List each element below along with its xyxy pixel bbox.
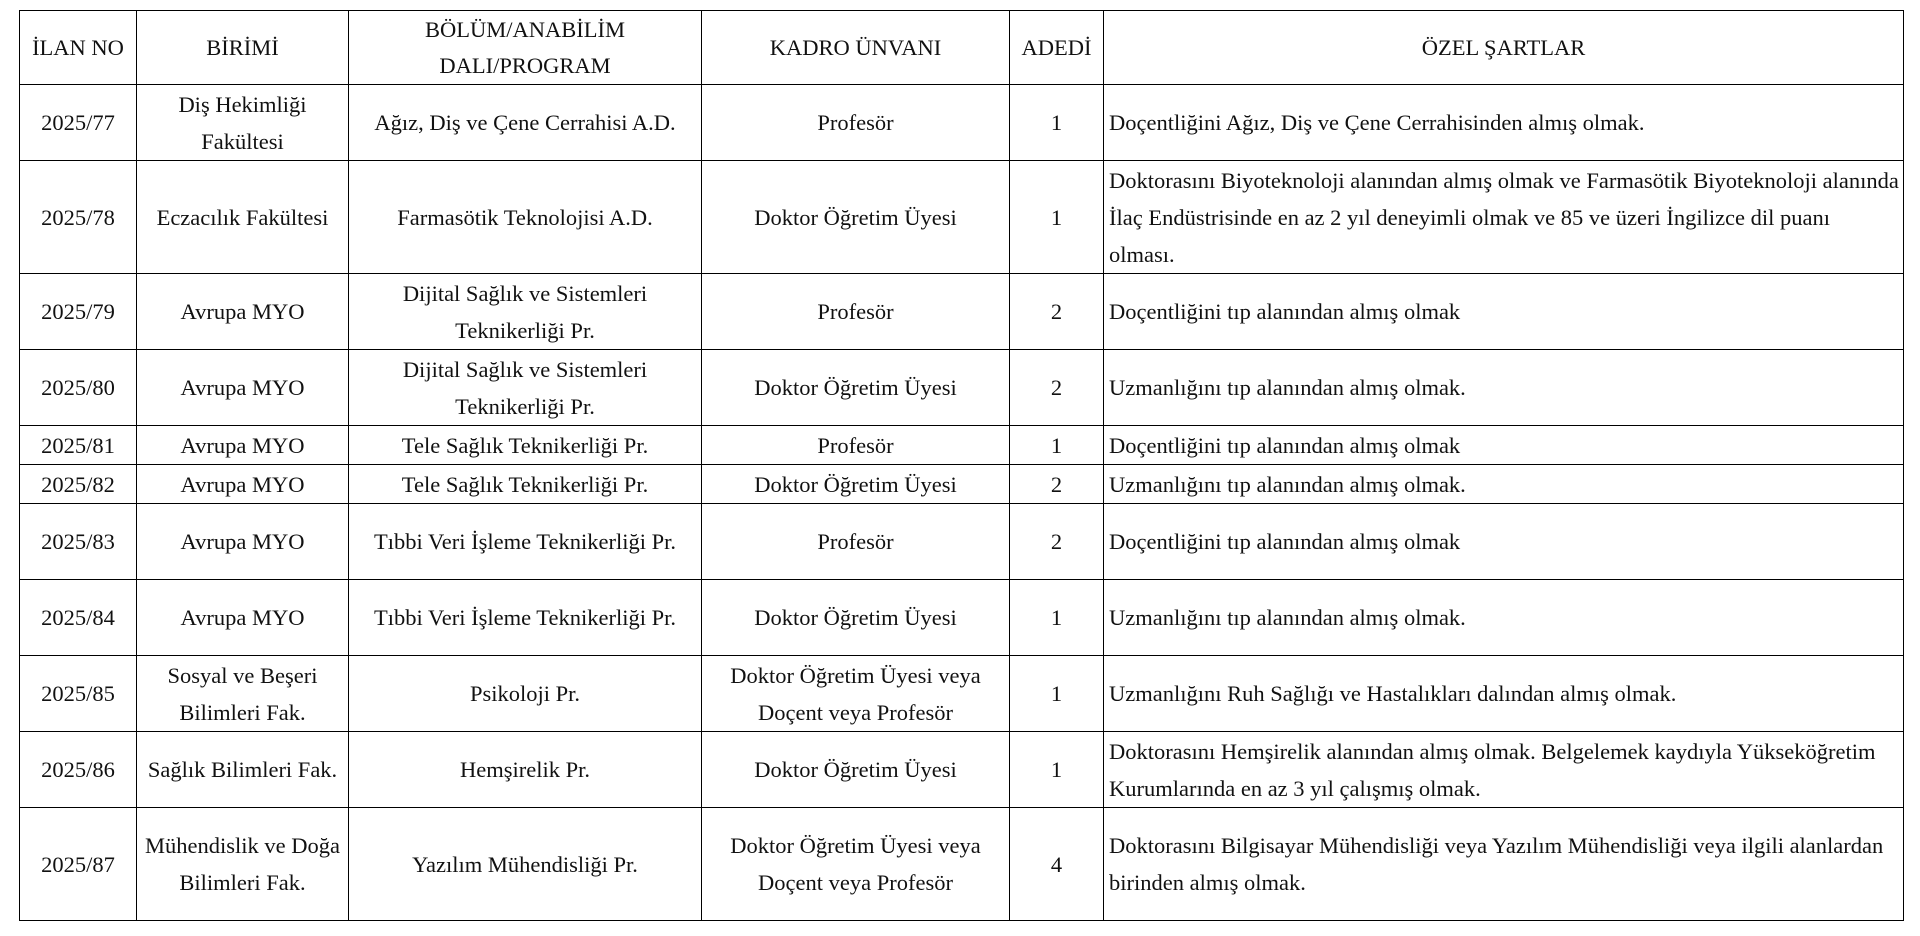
cell-birimi: Avrupa MYO (137, 350, 349, 426)
cell-ozel-sartlar: Uzmanlığını tıp alanından almış olmak. (1104, 350, 1904, 426)
cell-bolum: Tele Sağlık Teknikerliği Pr. (349, 465, 702, 504)
cell-kadro: Doktor Öğretim Üyesi (702, 580, 1010, 656)
table-row (20, 274, 1904, 350)
cell-bolum: Tele Sağlık Teknikerliği Pr. (349, 426, 702, 465)
cell-ilan-no: 2025/84 (20, 580, 137, 656)
cell-ilan-no: 2025/86 (20, 732, 137, 808)
cell-adedi: 2 (1010, 504, 1104, 580)
cell-ilan-no: 2025/80 (20, 350, 137, 426)
cell-birimi: Avrupa MYO (137, 465, 349, 504)
table-row (20, 426, 1904, 465)
header-ilan-no: İLAN NO (20, 11, 137, 85)
cell-birimi: Diş Hekimliği Fakültesi (137, 85, 349, 161)
cell-ilan-no: 2025/79 (20, 274, 137, 350)
cell-ilan-no: 2025/82 (20, 465, 137, 504)
cell-ilan-no: 2025/83 (20, 504, 137, 580)
cell-birimi: Avrupa MYO (137, 580, 349, 656)
cell-ozel-sartlar: Doçentliğini Ağız, Diş ve Çene Cerrahisinden almış olmak. (1104, 85, 1904, 161)
cell-ozel-sartlar: Doçentliğini tıp alanından almış olmak (1104, 426, 1904, 465)
cell-ozel-sartlar: Uzmanlığını Ruh Sağlığı ve Hastalıkları dalından almış olmak. (1104, 656, 1904, 732)
cell-birimi: Avrupa MYO (137, 274, 349, 350)
cell-ilan-no: 2025/87 (20, 808, 137, 921)
cell-adedi: 2 (1010, 350, 1104, 426)
cell-ozel-sartlar: Doktorasını Hemşirelik alanından almış olmak. Belgelemek kaydıyla Yükseköğretim Kurumlarında en az 3 yıl çalışmış olmak. (1104, 732, 1904, 808)
table-header-row (20, 11, 1904, 85)
cell-kadro: Doktor Öğretim Üyesi (702, 732, 1010, 808)
cell-kadro: Doktor Öğretim Üyesi (702, 465, 1010, 504)
cell-kadro: Doktor Öğretim Üyesi veya Doçent veya Profesör (702, 656, 1010, 732)
cell-birimi: Mühendislik ve Doğa Bilimleri Fak. (137, 808, 349, 921)
table-row (20, 656, 1904, 732)
positions-table (19, 10, 1904, 921)
table-row (20, 85, 1904, 161)
header-adedi: ADEDİ (1010, 11, 1104, 85)
header-kadro: KADRO ÜNVANI (702, 11, 1010, 85)
cell-bolum: Ağız, Diş ve Çene Cerrahisi A.D. (349, 85, 702, 161)
header-birimi: BİRİMİ (137, 11, 349, 85)
cell-bolum: Yazılım Mühendisliği Pr. (349, 808, 702, 921)
cell-ozel-sartlar: Doktorasını Bilgisayar Mühendisliği veya Yazılım Mühendisliği veya ilgili alanlardan birinden almış olmak. (1104, 808, 1904, 921)
header-bolum: BÖLÜM/ANABİLİM DALI/PROGRAM (349, 11, 702, 85)
cell-adedi: 1 (1010, 580, 1104, 656)
cell-adedi: 1 (1010, 426, 1104, 465)
cell-kadro: Profesör (702, 85, 1010, 161)
cell-birimi: Sosyal ve Beşeri Bilimleri Fak. (137, 656, 349, 732)
cell-ilan-no: 2025/81 (20, 426, 137, 465)
cell-ozel-sartlar: Doktorasını Biyoteknoloji alanından almış olmak ve Farmasötik Biyoteknoloji alanında İlaç Endüstrisinde en az 2 yıl deneyimli olmak ve 85 ve üzeri İngilizce dil puanı olması. (1104, 161, 1904, 274)
cell-ilan-no: 2025/78 (20, 161, 137, 274)
cell-bolum: Farmasötik Teknolojisi A.D. (349, 161, 702, 274)
cell-kadro: Profesör (702, 504, 1010, 580)
table-row (20, 465, 1904, 504)
table-row (20, 161, 1904, 274)
cell-bolum: Dijital Sağlık ve Sistemleri Teknikerliği Pr. (349, 274, 702, 350)
cell-adedi: 2 (1010, 465, 1104, 504)
cell-ilan-no: 2025/77 (20, 85, 137, 161)
cell-adedi: 1 (1010, 161, 1104, 274)
cell-bolum: Hemşirelik Pr. (349, 732, 702, 808)
cell-ozel-sartlar: Doçentliğini tıp alanından almış olmak (1104, 274, 1904, 350)
cell-bolum: Dijital Sağlık ve Sistemleri Teknikerliği Pr. (349, 350, 702, 426)
table-row (20, 732, 1904, 808)
cell-adedi: 1 (1010, 656, 1104, 732)
cell-kadro: Profesör (702, 426, 1010, 465)
cell-birimi: Avrupa MYO (137, 504, 349, 580)
cell-birimi: Avrupa MYO (137, 426, 349, 465)
cell-ozel-sartlar: Uzmanlığını tıp alanından almış olmak. (1104, 580, 1904, 656)
cell-bolum: Tıbbi Veri İşleme Teknikerliği Pr. (349, 580, 702, 656)
table-row (20, 808, 1904, 921)
cell-ozel-sartlar: Doçentliğini tıp alanından almış olmak (1104, 504, 1904, 580)
cell-bolum: Psikoloji Pr. (349, 656, 702, 732)
cell-adedi: 2 (1010, 274, 1104, 350)
table-row (20, 580, 1904, 656)
cell-adedi: 4 (1010, 808, 1104, 921)
cell-kadro: Profesör (702, 274, 1010, 350)
cell-ilan-no: 2025/85 (20, 656, 137, 732)
cell-kadro: Doktor Öğretim Üyesi veya Doçent veya Profesör (702, 808, 1010, 921)
table-row (20, 504, 1904, 580)
cell-adedi: 1 (1010, 732, 1104, 808)
cell-kadro: Doktor Öğretim Üyesi (702, 350, 1010, 426)
header-ozel-sartlar: ÖZEL ŞARTLAR (1104, 11, 1904, 85)
cell-bolum: Tıbbi Veri İşleme Teknikerliği Pr. (349, 504, 702, 580)
cell-ozel-sartlar: Uzmanlığını tıp alanından almış olmak. (1104, 465, 1904, 504)
job-announcement-sheet (19, 10, 1904, 921)
cell-birimi: Eczacılık Fakültesi (137, 161, 349, 274)
cell-kadro: Doktor Öğretim Üyesi (702, 161, 1010, 274)
cell-birimi: Sağlık Bilimleri Fak. (137, 732, 349, 808)
cell-adedi: 1 (1010, 85, 1104, 161)
table-row (20, 350, 1904, 426)
